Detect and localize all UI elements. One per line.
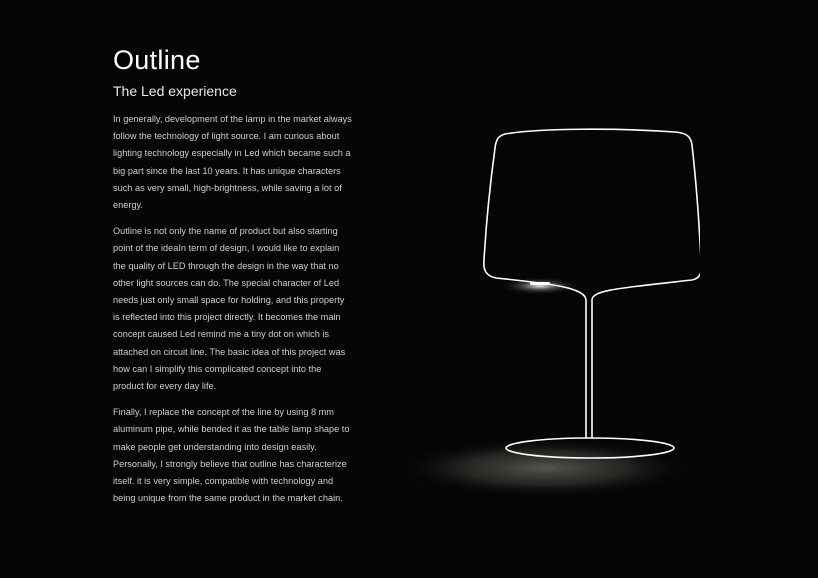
page-subtitle: The Led experience <box>113 83 237 99</box>
paragraph: Outline is not only the name of product but also starting point of the ideaIn term of design, I would like to explain the quality of LED through the design in the way that no other light sources can do. The special character of Led needs just only small space for holding, and this property is reflected into this project directly. It becomes the main concept caused Led remind me a tiny dot on which is attached on circuit line. The basic idea of this project was how can I simplify this complicated concept into the product for every day life. <box>113 226 346 392</box>
page-title: Outline <box>113 45 201 75</box>
paragraph: Finally, I replace the concept of the line by using 8 mm aluminum pipe, while bended it as the table lamp shape to make people get understanding into design easily. Personally, I strongly believe that outline has characterize itself. it is very simple, compatible with technology and being unique from the same product in the market chain. <box>113 407 350 504</box>
led-light <box>530 282 550 285</box>
paragraph: In generally, development of the lamp in the market always follow the technology of light source. I am curious about lighting technology especially in Led which became such a big part since the last 10 years. It has unique characters such as very small, high-brightness, while saving a lot of energy. <box>113 114 352 211</box>
floor-glow <box>395 438 695 498</box>
body-text <box>113 111 353 516</box>
lamp-outline-illustration <box>390 120 700 500</box>
